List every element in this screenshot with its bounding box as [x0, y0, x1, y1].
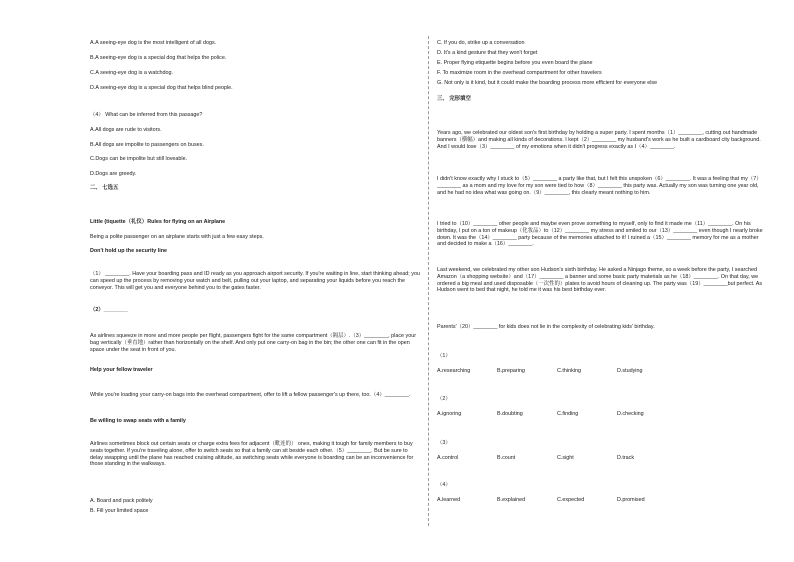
- subheading-swap-seats: Be willing to swap seats with a family: [90, 418, 186, 424]
- choice-option-d[interactable]: D. It's a kind gesture that they won't forget: [437, 50, 538, 56]
- question-2-option-b[interactable]: B.doubting: [497, 411, 523, 417]
- cloze-paragraph-2: I didn't know exactly why I stuck to（5）________ a party like that, but I felt this unspoken（6）________. It was a feeling that my（7）________ as a mom and my love for my son were tied to how（8）________ this party was. Actually my son was turning one year old, and he had no idea what was going on.（9）________, this clearly meant nothing to him.: [437, 176, 762, 196]
- cloze-paragraph-5: Parents'（20）________ for kids does not lie in the complexity of celebrating kids' birthday.: [437, 324, 655, 330]
- cloze-paragraph-3: I tried to（10）________ other people and maybe even prove something to myself, only to find it made me（11）________. On his birthday, I put on a ton of makeup（化妆品）to（12）________ my stress and smiled to our（13）________ even though I nearly broke down. It was the（14）________ party because of the memories attached to it! I ruined a（15）________ memory for me as a mother and decided to make a（16）________.: [437, 221, 763, 248]
- q4-option-a[interactable]: A.All dogs are rude to visitors.: [90, 127, 162, 133]
- question-3-option-d[interactable]: D.track: [617, 455, 635, 461]
- question-4-option-c[interactable]: C.expected: [557, 497, 585, 503]
- q4-option-b[interactable]: B.All dogs are impolite to passengers on buses.: [90, 142, 204, 148]
- q3-option-a[interactable]: A.A seeing-eye dog is the most intelligent of all dogs.: [90, 40, 217, 46]
- choice-option-e[interactable]: E. Proper flying etiquette begins before you even board the plane: [437, 60, 593, 66]
- cloze-paragraph-4: Last weekend, we celebrated my other son Hudson's sixth birthday. He asked a Ninjago theme, so a week before the party, I searched Amazon（a shopping website）and（17）________ a banner and some basic party materials as he（18）________. On that day, we ordered a big meal and used disposable（一次性的）plates to avoid hours of cleaning up. The party was（19）________but perfect. As Hudson went to bed that night, he told me it was his best birthday ever.: [437, 267, 763, 294]
- q3-option-c[interactable]: C.A seeing-eye dog is a watchdog.: [90, 70, 174, 76]
- choice-option-a[interactable]: A. Board and pack politely: [90, 498, 153, 504]
- subheading-security-line: Don't hold up the security line: [90, 248, 168, 254]
- paragraph-1: （1） ________. Have your boarding pass and ID ready as you approach airport security. If you're waiting in line, start thinking ahead; you can speed up the process by removing your watch and belt, pulling out your laptop, and separating your liquids before you reach the conveyor. This will get you and everyone behind you to the gates faster.: [90, 271, 420, 291]
- question-4-option-a[interactable]: A.learned: [437, 497, 461, 503]
- question-4-number: （4）: [437, 482, 451, 488]
- question-4-option-d[interactable]: D.promised: [617, 497, 645, 503]
- q4-question: （4） What can be inferred from this passage?: [90, 112, 203, 118]
- q3-option-d[interactable]: D.A seeing-eye dog is a special dog that helps blind people.: [90, 85, 233, 91]
- question-1-option-b[interactable]: B.preparing: [497, 368, 525, 374]
- choice-option-g[interactable]: G. Not only is it kind, but it could make the boarding process more efficient for everyone else: [437, 80, 658, 86]
- paragraph-4: Airlines sometimes block out certain seats or charge extra fees for adjacent（毗连的） ones, making it tough for family members to buy seats together. If you're traveling alone, offer to switch seats so that a family can sit beside each other.（5）________. But be sure to delay swapping until the plane has reached cruising altitude, as switching seats while everyone is boarding can be an inconvenience for those standing in the walkways.: [90, 441, 414, 468]
- q4-option-c[interactable]: C.Dogs can be impolite but still loveable.: [90, 156, 188, 162]
- blank-2[interactable]: （2）________: [90, 307, 128, 313]
- article-title: Little (tiquette（礼仪）Rules for flying on an Airplane: [90, 219, 226, 225]
- question-3-option-b[interactable]: B.count: [497, 455, 516, 461]
- article-intro: Being a polite passenger on an airplane starts with just a few easy steps.: [90, 234, 264, 240]
- question-3-option-c[interactable]: C.sight: [557, 455, 574, 461]
- question-2-option-d[interactable]: D.checking: [617, 411, 644, 417]
- section-heading-cloze: 三、 完形填空: [437, 96, 471, 102]
- choice-option-c[interactable]: C. If you do, strike up a conversation: [437, 40, 525, 46]
- column-divider: [428, 36, 429, 526]
- question-1-number: （1）: [437, 353, 451, 359]
- question-3-number: （3）: [437, 440, 451, 446]
- question-2-number: （2）: [437, 396, 451, 402]
- paragraph-2: As airlines squeeze in more and more people per flight, passengers fight for the same compartment（隔层）.（3）________, place your bag vertically（垂直地）rather than horizontally on the shelf. And only put one carry-on bag in the bin; the other one can fit in the open space under the seat in front of you.: [90, 333, 417, 353]
- cloze-paragraph-1: Years ago, we celebrated our oldest son's first birthday by holding a super party. I spent months（1）________, cutting out handmade banners（横幅）and making all kinds of decorations. I kept（2）________ my husband's work as he built a cardboard city background. And I would lose（3）________ of my emotions when it didn't progress exactly as I（4）________.: [437, 130, 761, 150]
- choice-option-b[interactable]: B. Fill your limited space: [90, 508, 149, 514]
- choice-option-f[interactable]: F. To maximize room in the overhead compartment for other travelers: [437, 70, 602, 76]
- q3-option-b[interactable]: B.A seeing-eye dog is a special dog that helps the police.: [90, 55, 227, 61]
- q4-option-d[interactable]: D.Dogs are greedy.: [90, 171, 137, 177]
- question-4-option-b[interactable]: B.explained: [497, 497, 526, 503]
- question-1-option-a[interactable]: A.researching: [437, 368, 471, 374]
- question-1-option-d[interactable]: D.studying: [617, 368, 643, 374]
- question-2-option-a[interactable]: A.ignoring: [437, 411, 462, 417]
- question-3-option-a[interactable]: A.control: [437, 455, 459, 461]
- question-1-option-c[interactable]: C.thinking: [557, 368, 581, 374]
- subheading-help-traveler: Help your fellow traveler: [90, 367, 153, 373]
- paragraph-3: While you're loading your carry-on bags into the overhead compartment, offer to lift a fellow passenger's up there, too.（4）________.: [90, 392, 411, 398]
- section-heading-seven-choose-five: 二、 七选五: [90, 185, 119, 191]
- question-2-option-c[interactable]: C.finding: [557, 411, 579, 417]
